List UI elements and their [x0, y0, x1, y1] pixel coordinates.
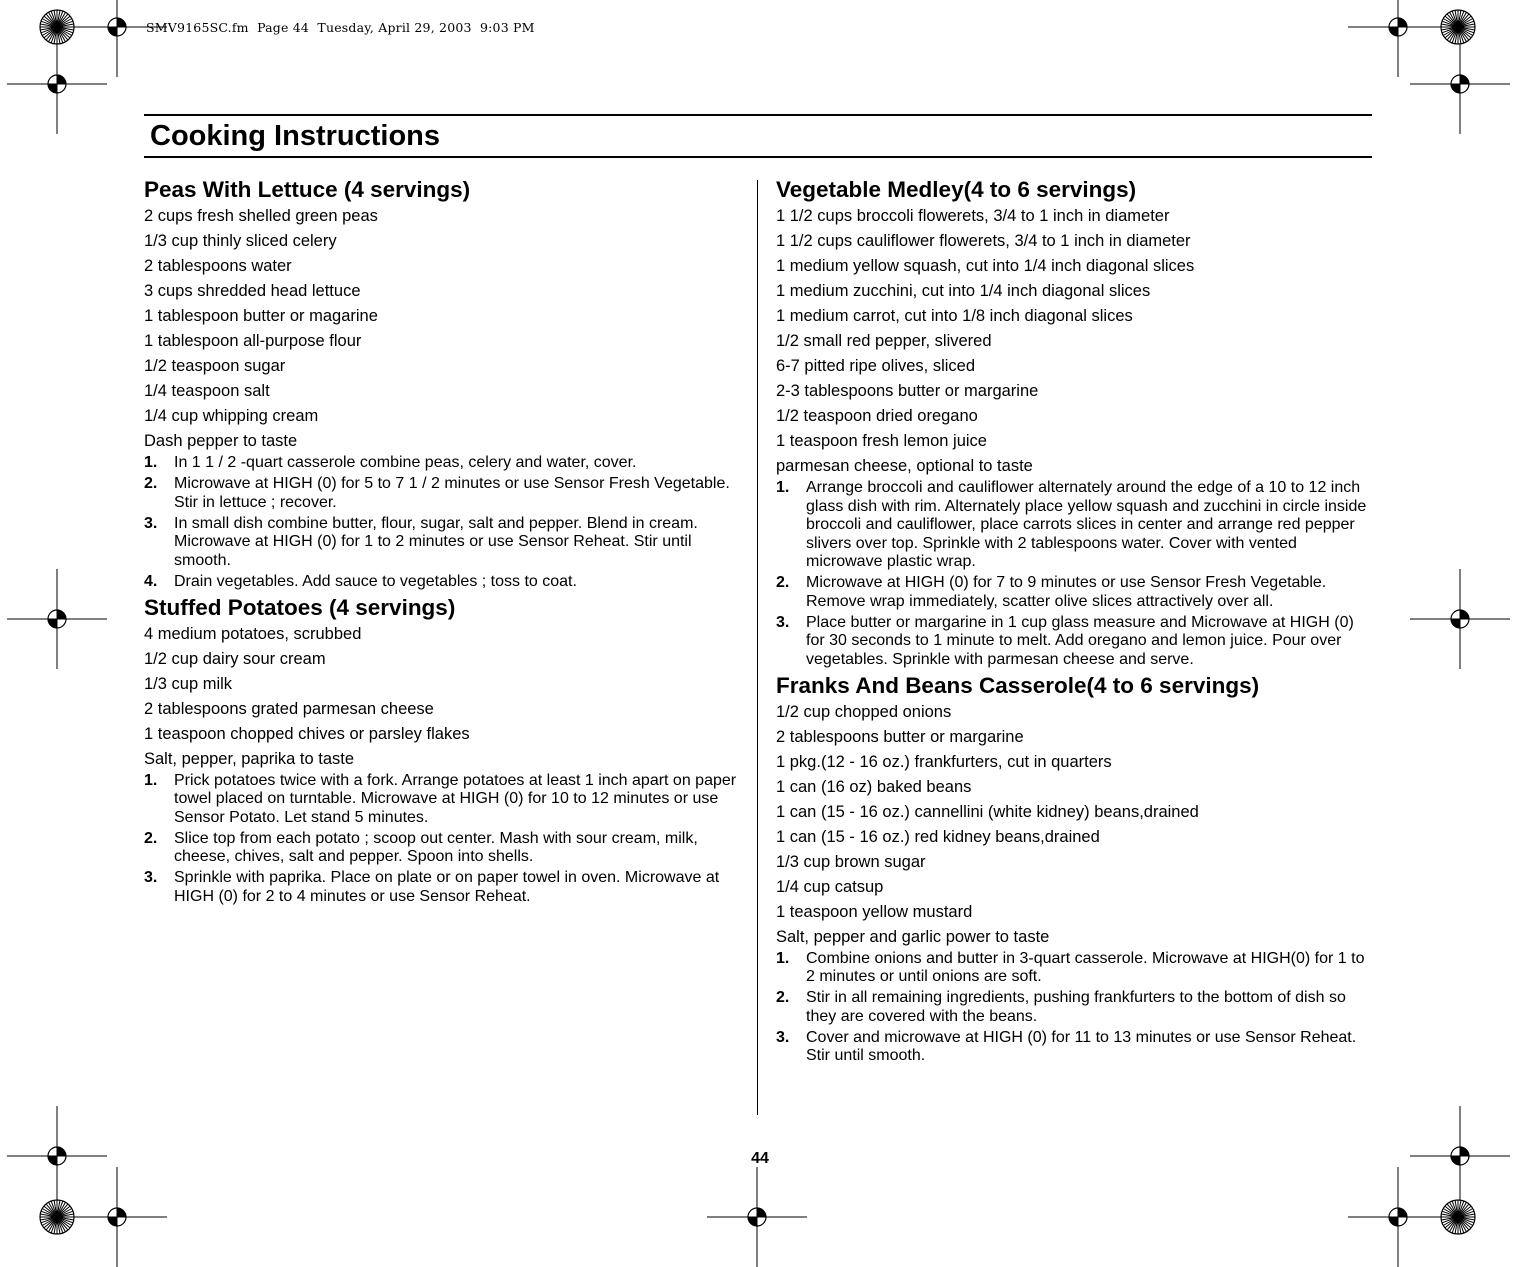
ingredient: 1/4 cup whipping cream: [144, 407, 319, 425]
recipe-title: Franks And Beans Casserole(4 to 6 servings): [776, 672, 1260, 698]
ingredient: 1/2 teaspoon dried oregano: [776, 407, 978, 425]
step-number: 1.: [776, 479, 790, 496]
step-text: Microwave at HIGH (0) for 5 to 7 1 / 2 minutes or use Sensor Fresh Vegetable. Stir in lettuce ; recover.: [174, 475, 730, 511]
ingredient-list: [776, 204, 1372, 479]
step: [144, 869, 744, 906]
ingredient-list: [144, 204, 744, 454]
ingredient: 2 tablespoons butter or margarine: [776, 727, 1024, 746]
step-text: Place butter or margarine in 1 cup glass measure and Microwave at HIGH (0) for 30 seconds to 1 minute to melt. Add oregano and lemon juice. Pour over vegetables. Sprinkle with parmesan cheese and serve.: [806, 613, 1354, 668]
color-target-icon: [1438, 7, 1478, 47]
step-number: 4.: [144, 572, 158, 590]
ingredient: 1/3 cup brown sugar: [776, 852, 926, 871]
step: [776, 614, 1372, 670]
ingredient: 1 teaspoon yellow mustard: [776, 902, 973, 921]
step-text: Stir in all remaining ingredients, pushing frankfurters to the bottom of dish so they are covered with the beans.: [806, 989, 1346, 1025]
ingredient: 1 teaspoon chopped chives or parsley flakes: [144, 724, 470, 743]
ingredient: 1/2 teaspoon sugar: [144, 357, 286, 375]
ingredient: parmesan cheese, optional to taste: [776, 457, 1033, 475]
ingredient: 1 tablespoon butter or magarine: [144, 307, 378, 325]
step-list: [144, 454, 744, 591]
step: [776, 989, 1372, 1026]
step-list: [144, 772, 744, 907]
step-number: 3.: [776, 613, 790, 631]
recipe-franks-and-beans: [776, 672, 1372, 1066]
color-target-icon: [37, 1197, 77, 1237]
ingredient-list: [776, 700, 1372, 950]
step: [144, 573, 744, 592]
step-number: 2.: [144, 829, 158, 847]
ingredient: 1/3 cup thinly sliced celery: [144, 232, 337, 250]
recipe-title: Stuffed Potatoes (4 servings): [144, 594, 456, 620]
step-number: 3.: [776, 1028, 790, 1046]
right-column: [776, 176, 1372, 1068]
ingredient: 1 medium zucchini, cut into 1/4 inch diagonal slices: [776, 282, 1151, 300]
ingredient: 2-3 tablespoons butter or margarine: [776, 382, 1039, 400]
registration-mark-icon: [1410, 569, 1510, 669]
step-number: 2.: [144, 475, 158, 492]
ingredient-list: [144, 622, 744, 772]
ingredient: 1 1/2 cups cauliflower flowerets, 3/4 to 1 inch in diameter: [776, 232, 1191, 250]
ingredient: 1/2 cup chopped onions: [776, 702, 952, 721]
ingredient: 1/2 cup dairy sour cream: [144, 649, 326, 668]
color-target-icon: [1438, 1197, 1478, 1237]
recipe-title: Vegetable Medley(4 to 6 servings): [776, 177, 1137, 202]
ingredient: Salt, pepper, paprika to taste: [144, 749, 355, 768]
ingredient: Salt, pepper and garlic power to taste: [776, 927, 1050, 946]
step: [144, 515, 744, 571]
step-text: In small dish combine butter, flour, sugar, salt and pepper. Blend in cream. Microwave at HIGH (0) for 1 to 2 minutes or use Sensor Reheat. Stir until smooth.: [174, 514, 698, 569]
step-number: 1.: [144, 771, 158, 789]
step-text: In 1 1 / 2 -quart casserole combine peas, celery and water, cover.: [174, 454, 637, 471]
step-text: Combine onions and butter in 3-quart casserole. Microwave at HIGH(0) for 1 to 2 minutes or until onions are soft.: [806, 949, 1365, 985]
page-title: Cooking Instructions: [150, 120, 440, 152]
registration-mark-icon: [1410, 34, 1510, 134]
ingredient: 1 medium yellow squash, cut into 1/4 inch diagonal slices: [776, 257, 1195, 275]
ingredient: 1/3 cup milk: [144, 674, 233, 693]
ingredient: 2 cups fresh shelled green peas: [144, 207, 378, 225]
ingredient: 1 can (15 - 16 oz.) red kidney beans,drained: [776, 827, 1100, 846]
title-rule-bottom: [144, 156, 1372, 158]
registration-mark-icon: [1348, 1167, 1448, 1267]
step: [144, 454, 744, 473]
ingredient: 1 can (15 - 16 oz.) cannellini (white kidney) beans,drained: [776, 802, 1199, 821]
step-number: 2.: [776, 989, 790, 1006]
step-text: Arrange broccoli and cauliflower alternately around the edge of a 10 to 12 inch glass dish with rim. Alternately place yellow squash and zucchini in circle inside broccoli and cauliflower, place carrots slices in center and arrange red pepper slivers over top. Sprinkle with 2 tablespoons water. Cover with vented microwave plastic wrap.: [806, 479, 1367, 570]
step-text: Microwave at HIGH (0) for 7 to 9 minutes or use Sensor Fresh Vegetable. Remove wrap immediately, scatter olive slices attractively over all.: [806, 574, 1327, 610]
registration-mark-icon: [7, 569, 107, 669]
step-number: 2.: [776, 574, 790, 591]
step: [776, 1029, 1372, 1066]
step: [776, 479, 1372, 572]
ingredient: 4 medium potatoes, scrubbed: [144, 624, 362, 643]
ingredient: 2 tablespoons grated parmesan cheese: [144, 699, 434, 718]
ingredient: 1/4 teaspoon salt: [144, 382, 270, 400]
recipe-peas-with-lettuce: [144, 176, 744, 591]
step: [144, 475, 744, 512]
ingredient: 6-7 pitted ripe olives, sliced: [776, 357, 976, 375]
ingredient: 1/4 cup catsup: [776, 877, 884, 896]
step-number: 1.: [144, 454, 158, 471]
step-list: [776, 479, 1372, 669]
page-number: 44: [751, 1150, 769, 1167]
registration-mark-icon: [707, 1167, 807, 1267]
registration-mark-icon: [7, 34, 107, 134]
step-list: [776, 950, 1372, 1066]
color-target-icon: [37, 7, 77, 47]
step-text: Sprinkle with paprika. Place on plate or on paper towel in oven. Microwave at HIGH (0) for 2 to 4 minutes or use Sensor Reheat.: [174, 869, 720, 905]
ingredient: Dash pepper to taste: [144, 432, 298, 450]
step-text: Slice top from each potato ; scoop out center. Mash with sour cream, milk, cheese, chives, salt and pepper. Spoon into shells.: [174, 829, 698, 865]
step-text: Prick potatoes twice with a fork. Arrange potatoes at least 1 inch apart on paper towel placed on turntable. Microwave at HIGH (0) for 10 to 12 minutes or use Sensor Potato. Let stand 5 minutes.: [174, 771, 737, 826]
column-divider: [757, 180, 758, 1115]
step-number: 1.: [776, 949, 790, 967]
step-text: Drain vegetables. Add sauce to vegetables ; toss to coat.: [174, 572, 577, 590]
step-text: Cover and microwave at HIGH (0) for 11 to 13 minutes or use Sensor Reheat. Stir until smooth.: [806, 1028, 1357, 1064]
step: [144, 772, 744, 828]
recipe-stuffed-potatoes: [144, 594, 744, 907]
registration-mark-icon: [67, 1167, 167, 1267]
ingredient: 1/2 small red pepper, slivered: [776, 332, 992, 350]
ingredient: 1 1/2 cups broccoli flowerets, 3/4 to 1 inch in diameter: [776, 207, 1170, 225]
step-number: 3.: [144, 869, 158, 886]
file-header: SMV9165SC.fm Page 44 Tuesday, April 29, 2003 9:03 PM: [146, 20, 535, 35]
left-column: [144, 176, 744, 909]
ingredient: 1 teaspoon fresh lemon juice: [776, 432, 987, 450]
step: [776, 950, 1372, 987]
ingredient: 1 tablespoon all-purpose flour: [144, 332, 362, 350]
recipe-vegetable-medley: [776, 176, 1372, 669]
step: [776, 574, 1372, 611]
ingredient: 2 tablespoons water: [144, 257, 292, 275]
recipe-title: Peas With Lettuce (4 servings): [144, 177, 471, 202]
step-number: 3.: [144, 514, 158, 532]
step: [144, 830, 744, 867]
ingredient: 1 medium carrot, cut into 1/8 inch diagonal slices: [776, 307, 1133, 325]
ingredient: 1 pkg.(12 - 16 oz.) frankfurters, cut in quarters: [776, 752, 1112, 771]
ingredient: 3 cups shredded head lettuce: [144, 282, 361, 300]
ingredient: 1 can (16 oz) baked beans: [776, 777, 972, 796]
